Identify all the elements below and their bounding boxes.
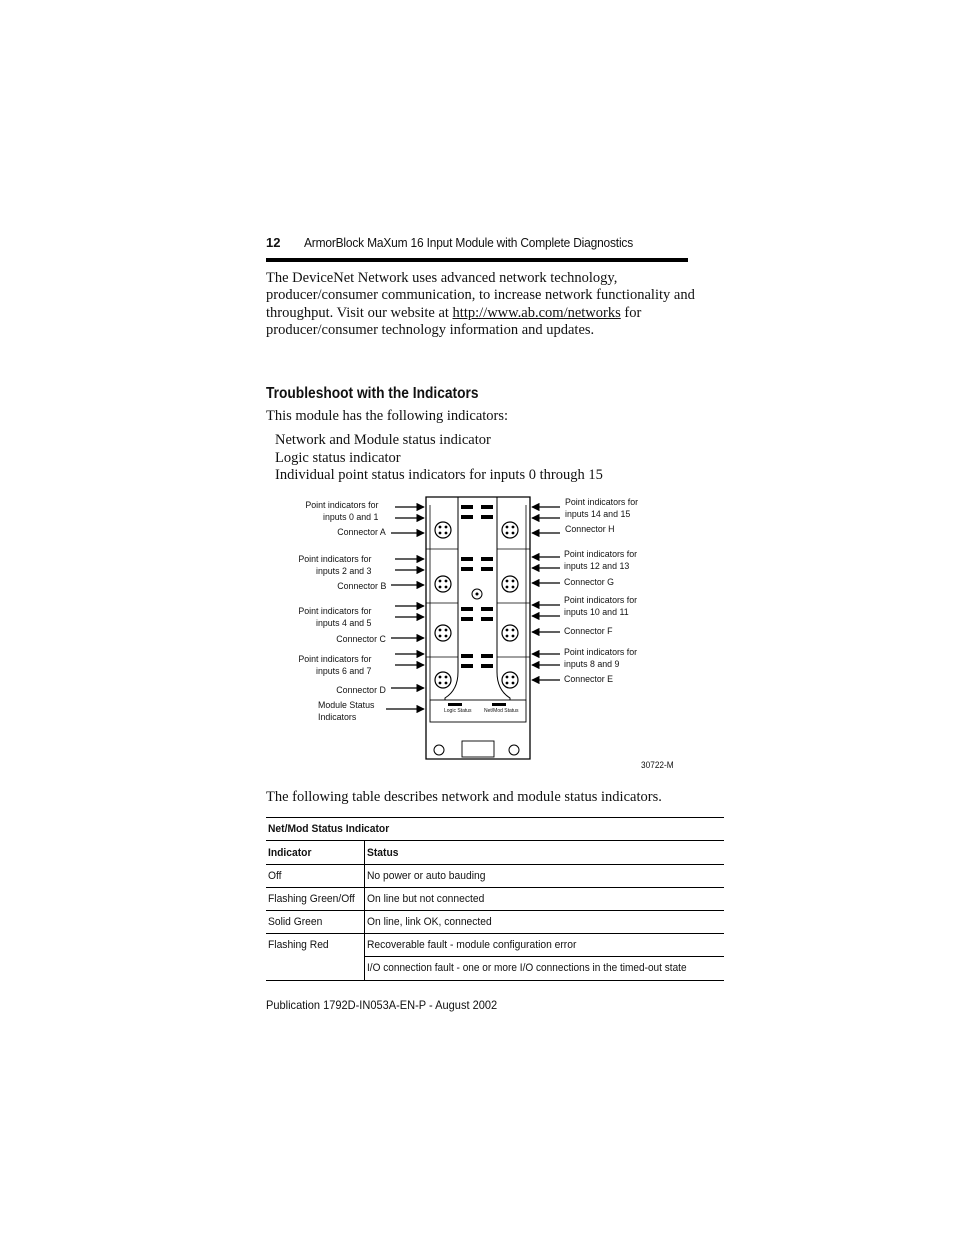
netmod-status-label: Net/Mod Status [484,708,519,714]
networks-link[interactable]: http://www.ab.com/networks [452,304,621,321]
label-connector-e: Connector E [564,674,614,685]
intro-paragraph [266,270,696,339]
intro-text-before: The DeviceNet Network uses advanced network technology, producer/consumer communication, to increase network functionality and throughput. Visit our website at [266,270,695,321]
table-row [266,957,724,981]
table-row [266,865,724,888]
table-intro: The following table describes network and module status indicators. [266,789,662,805]
table-row [266,888,724,911]
running-header-title: ArmorBlock MaXum 16 Input Module with Complete Diagnostics [304,235,634,250]
label-connector-g: Connector G [564,577,615,588]
section-heading: Troubleshoot with the Indicators [266,385,479,402]
table-title: Net/Mod Status Indicator [268,823,390,835]
page-number: 12 [266,235,281,250]
col-indicator: Indicator [268,846,312,859]
label-point-10-11: Point indicators for inputs 10 and 11 [564,595,638,619]
cell-status: No power or auto bauding [367,870,486,882]
label-connector-a: Connector A [337,527,386,538]
label-connector-h: Connector H [565,524,615,535]
table-row [266,934,724,957]
table-title-row [266,818,724,841]
label-point-6-7: Point indicators for inputs 6 and 7 [297,654,371,678]
cell-indicator: Solid Green [268,916,323,928]
table-row [266,911,724,934]
label-point-12-13: Point indicators for inputs 12 and 13 [564,549,638,573]
cell-indicator: Off [268,870,282,882]
cell-indicator: Flashing Red [268,939,329,952]
header-rule [266,258,688,262]
bullet-logic-status: Logic status indicator [275,450,401,466]
netmod-status-table [266,817,724,981]
label-connector-f: Connector F [564,626,613,637]
publication-footer: Publication 1792D-IN053A-EN-P - August 2002 [266,998,498,1012]
cell-indicator: Flashing Green/Off [268,893,355,905]
table-header-row [266,841,724,865]
bullet-point-status: Individual point status indicators for inputs 0 through 15 [275,467,603,483]
label-point-0-1: Point indicators for inputs 0 and 1 [304,500,378,524]
figure-id: 30722-M [641,760,674,770]
cell-status: I/O connection fault - one or more I/O connections in the timed-out state [367,962,687,975]
label-point-8-9: Point indicators for inputs 8 and 9 [564,647,638,671]
module-diagram [380,490,570,765]
cell-status: On line but not connected [367,893,485,905]
col-status: Status [367,846,399,859]
label-point-14-15: Point indicators for inputs 14 and 15 [565,497,639,521]
label-connector-b: Connector B [336,581,386,592]
logic-status-label: Logic Status [444,708,472,714]
label-connector-d: Connector D [336,685,386,696]
intro-text-after: for producer/consumer technology information and updates. [266,304,642,338]
section-lead: This module has the following indicators: [266,408,509,424]
label-connector-c: Connector C [336,634,386,645]
label-point-4-5: Point indicators for inputs 4 and 5 [297,606,371,630]
label-module-status: Module Status Indicators [318,700,375,724]
cell-status: Recoverable fault - module configuration error [367,939,577,951]
cell-status: On line, link OK, connected [367,916,493,928]
label-point-2-3: Point indicators for inputs 2 and 3 [297,554,371,578]
bullet-network-module: Network and Module status indicator [275,432,491,448]
